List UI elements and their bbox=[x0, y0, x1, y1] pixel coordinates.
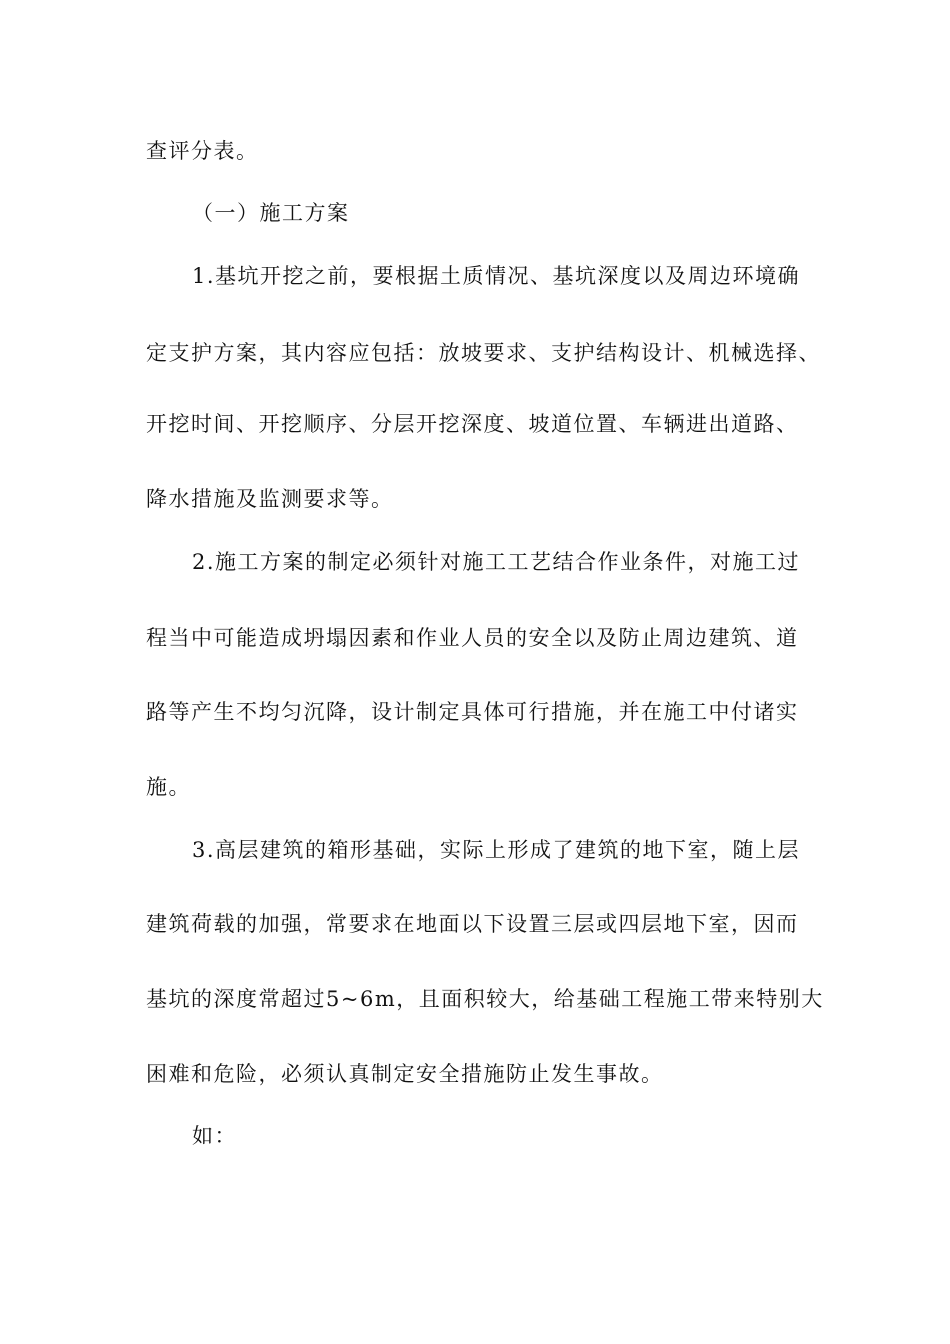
paragraph-2-line-1: 2.施工方案的制定必须针对施工工艺结合作业条件，对施工过 bbox=[192, 550, 801, 574]
paragraph-2-line-2: 程当中可能造成坍塌因素和作业人员的安全以及防止周边建筑、道 bbox=[146, 626, 799, 650]
paragraph-1-line-1: 1.基坑开挖之前，要根据土质情况、基坑深度以及周边环境确 bbox=[192, 264, 801, 288]
paragraph-3-line-1: 3.高层建筑的箱形基础，实际上形成了建筑的地下室，随上层 bbox=[192, 838, 801, 862]
paragraph-3-line-2: 建筑荷载的加强，常要求在地面以下设置三层或四层地下室，因而 bbox=[146, 912, 799, 936]
paragraph-3-line-4: 困难和危险，必须认真制定安全措施防止发生事故。 bbox=[146, 1062, 664, 1086]
paragraph-2-line-3: 路等产生不均匀沉降，设计制定具体可行措施，并在施工中付诸实 bbox=[146, 700, 799, 724]
paragraph-1-line-2: 定支护方案，其内容应包括：放坡要求、支护结构设计、机械选择、 bbox=[146, 341, 821, 365]
example-label: 如： bbox=[192, 1124, 237, 1148]
paragraph-2-line-4: 施。 bbox=[146, 775, 191, 799]
section-heading: （一）施工方案 bbox=[192, 201, 350, 225]
paragraph-1-line-3: 开挖时间、开挖顺序、分层开挖深度、坡道位置、车辆进出道路、 bbox=[146, 412, 799, 436]
text-line: 查评分表。 bbox=[146, 139, 259, 163]
paragraph-3-line-3: 基坑的深度常超过5~6m，且面积较大，给基础工程施工带来特别大 bbox=[146, 987, 824, 1011]
paragraph-1-line-4: 降水措施及监测要求等。 bbox=[146, 487, 394, 511]
